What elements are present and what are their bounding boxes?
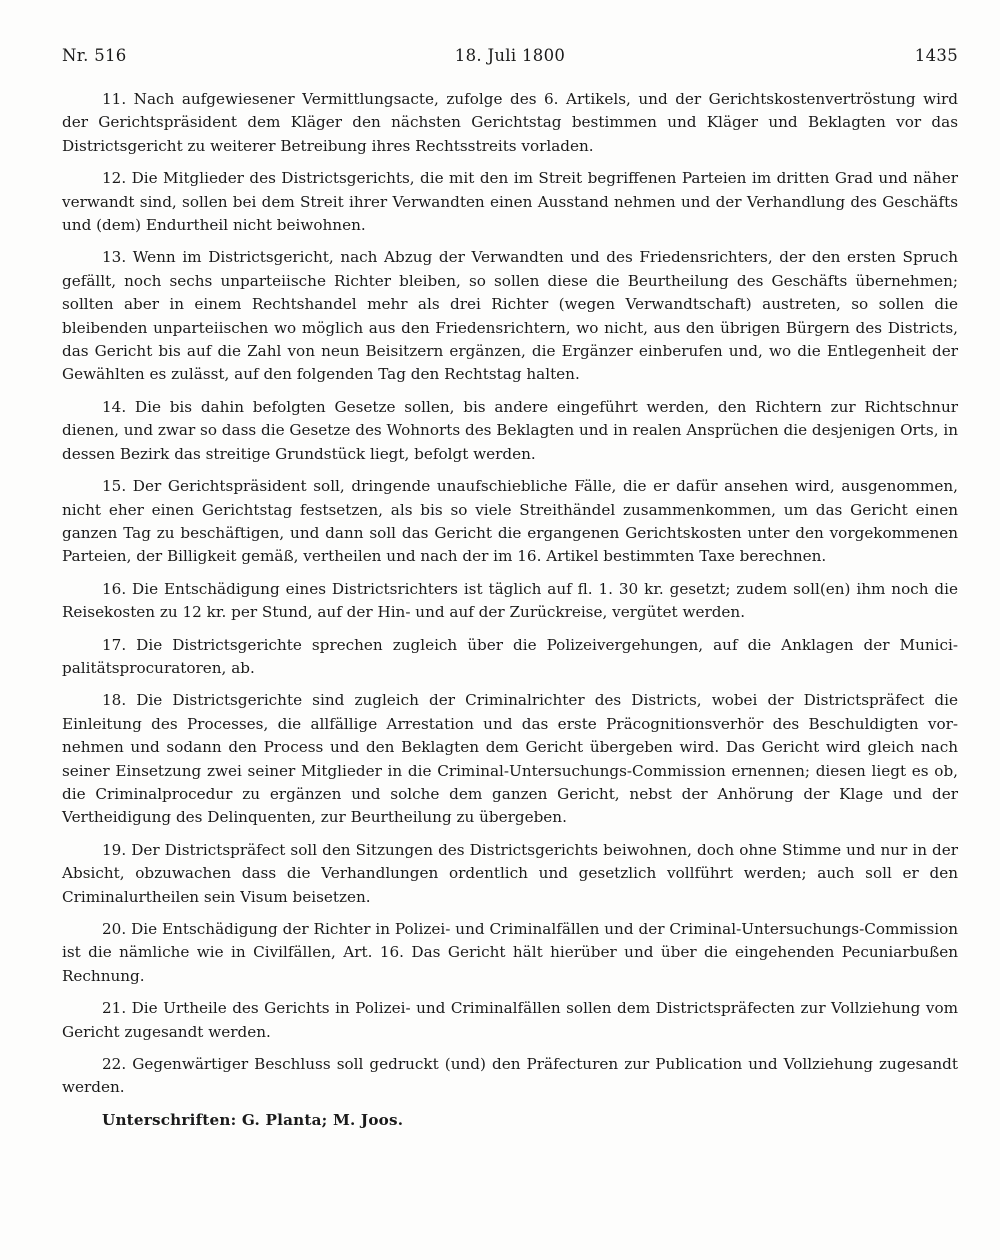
paragraph-article-19: 19. Der Districtspräfect soll den Sitzungen des Districtsgerichts beiwohnen, doch ohne Stimme und nur in der Absicht, obzuwachen dass die Verhandlungen ordentlich und gesetzlich vollführt werden; auch soll er den Criminalurtheilen sein Visum beisetzen.	[62, 840, 958, 906]
paragraph-article-22: 22. Gegenwärtiger Beschluss soll gedruckt (und) den Präfecturen zur Publication und Vollziehung zugesandt werden.	[62, 1055, 958, 1097]
paragraph-article-13: 13. Wenn im Districtsgericht, nach Abzug der Verwandten und des Friedensrichters, der den ersten Spruch gefällt, noch sechs unparteiische Richter bleiben, so sollen diese die Beurtheilung des Geschäfts übernehmen; sollten aber in einem Rechtshandel mehr als drei Richter (wegen Verwandtschaft) austreten, so sollen die bleibenden unparteiischen wo möglich aus den Friedensrichtern, wo nicht, aus den übrigen Bürgern des Districts, das Gericht bis auf die Zahl von neun Beisitzern ergänzen, die Ergänzer einberufen und, wo die Entlegenheit der Gewählten es zulässt, auf den folgenden Tag den Rechtstag halten.	[62, 248, 958, 384]
document-number: Nr. 516	[62, 46, 127, 65]
document-date: 18. Juli 1800	[454, 46, 566, 65]
page-header	[62, 46, 958, 72]
document-body	[62, 88, 958, 1132]
paragraph-article-16: 16. Die Entschädigung eines Districtsrichters ist täglich auf fl. 1. 30 kr. gesetzt; zudem soll(en) ihm noch die Reisekosten zu 12 kr. per Stund, auf der Hin- und auf der Zurückreise, vergütet werden.	[62, 579, 958, 622]
paragraph-article-12: 12. Die Mitglieder des Districtsgerichts, die mit den im Streit begriffenen Parteien im dritten Grad und näher verwandt sind, sollen bei dem Streit ihrer Verwandten einen Ausstand nehmen und der Verhandlung des Geschäfts und (dem) Endurtheil nicht beiwohnen.	[62, 169, 958, 235]
paragraph-article-18: 18. Die Districtsgerichte sind zugleich der Criminalrichter des Districts, wobei der Districtspräfect die Einleitung des Processes, die allfällige Arrestation und das erste Präcognitionsverhör des Beschuldigten vornehmen und sodann den Process und den Beklagten dem Gericht übergeben wird. Das Gericht wird gleich nach seiner Einsetzung zwei seiner Mitglieder in die Criminal-Untersuchungs-Commission ernennen; diesen liegt es ob, die Criminalprocedur zu ergänzen und solche dem ganzen Gericht, nebst der Anhörung der Klage und der Vertheidigung des Delinquenten, zur Beurtheilung zu übergeben.	[62, 691, 958, 827]
paragraph-article-15: 15. Der Gerichtspräsident soll, dringende unaufschiebliche Fälle, die er dafür ansehen wird, ausgenommen, nicht eher einen Gerichtstag festsetzen, als bis so viele Streithändel zusammenkommen, um das Gericht einen ganzen Tag zu beschäftigen, und dann soll das Gericht die ergangenen Gerichtskosten unter den vorgekommenen Parteien, der Billigkeit gemäß, vertheilen und nach der im 16. Artikel bestimmten Taxe berechnen.	[62, 477, 958, 566]
paragraph-article-21: 21. Die Urtheile des Gerichts in Polizei- und Criminalfällen sollen dem Districtspräfecten zur Vollziehung vom Gericht zugesandt werden.	[62, 999, 958, 1041]
signatures-line: Unterschriften: G. Planta; M. Joos.	[102, 1110, 404, 1129]
paragraph-article-14: 14. Die bis dahin befolgten Gesetze sollen, bis andere eingeführt werden, den Richtern zur Richtschnur dienen, und zwar so dass die Gesetze des Wohnorts des Beklagten und in realen Ansprüchen die desjenigen Orts, in dessen Bezirk das streitige Grundstück liegt, befolgt werden.	[62, 397, 958, 463]
paragraph-article-11: 11. Nach aufgewiesener Vermittlungsacte, zufolge des 6. Artikels, und der Gerichtskostenvertröstung wird der Gerichtspräsident dem Kläger den nächsten Gerichtstag bestimmen und Kläger und Beklagten vor das Districtsgericht zu weiterer Betreibung ihres Rechtsstreits vorladen.	[62, 90, 958, 155]
paragraph-article-17: 17. Die Districtsgerichte sprechen zugleich über die Polizeivergehungen, auf die Anklagen der Municipalitätsprocuratoren, ab.	[62, 635, 958, 677]
page-number: 1435	[914, 46, 958, 65]
paragraph-article-20: 20. Die Entschädigung der Richter in Polizei- und Criminalfällen und der Criminal-Untersuchungs-Commission ist die nämliche wie in Civilfällen, Art. 16. Das Gericht hält hierüber und über die eingehenden Pecuniarbußen Rechnung.	[62, 920, 958, 985]
